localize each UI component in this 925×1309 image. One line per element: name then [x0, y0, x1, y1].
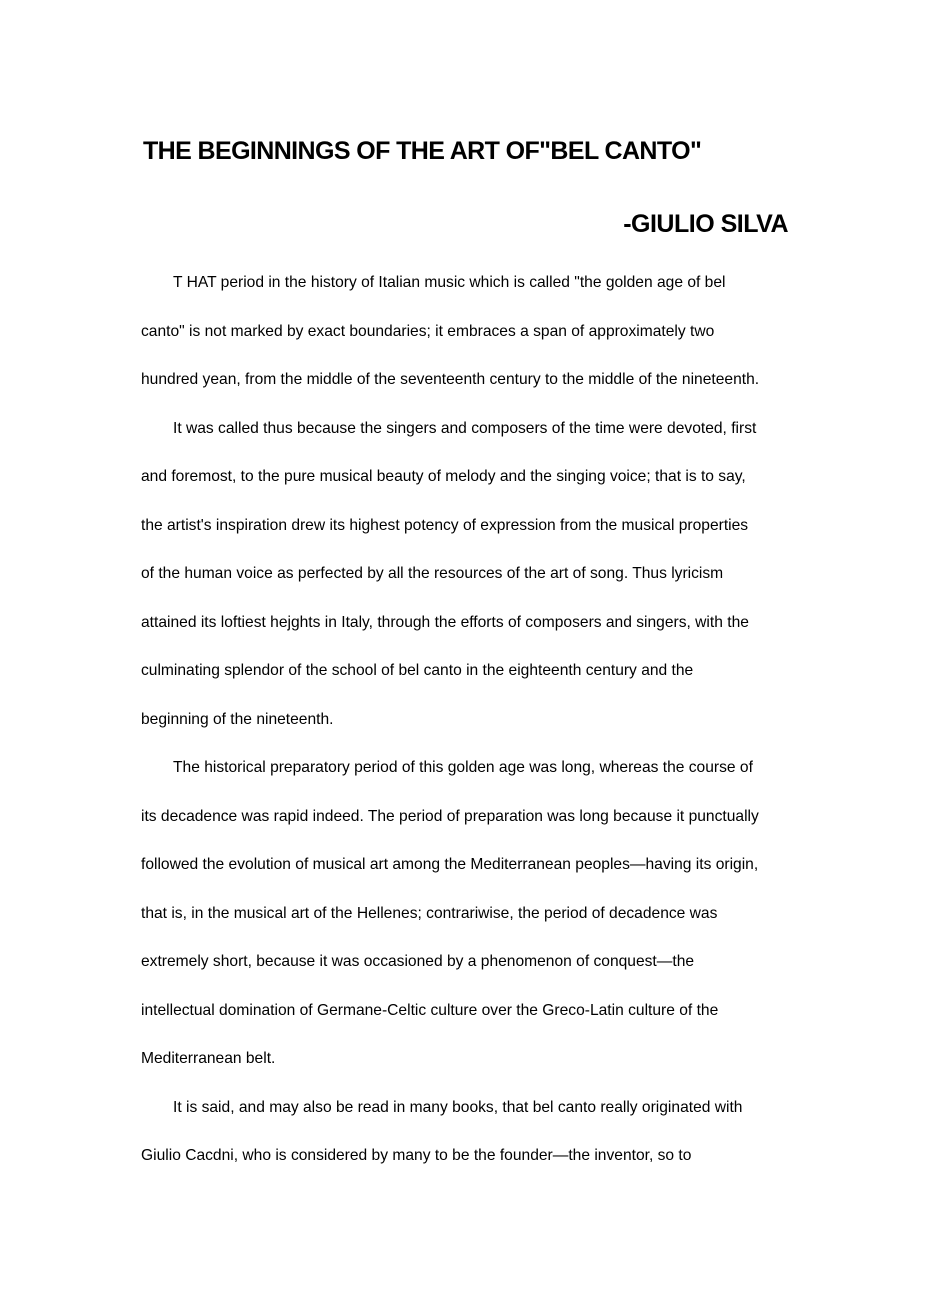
body-line: Mediterranean belt. — [141, 1050, 276, 1067]
body-line: canto" is not marked by exact boundaries; it embraces a span of approximately two — [141, 323, 715, 340]
body-line: that is, in the musical art of the Hellenes; contrariwise, the period of decadence was — [141, 905, 718, 922]
body-line: Giulio Cacdni, who is considered by many to be the founder—the inventor, so to — [141, 1147, 692, 1164]
body-line: extremely short, because it was occasioned by a phenomenon of conquest—the — [141, 953, 695, 970]
body-line: It is said, and may also be read in many books, that bel canto really originated with — [173, 1099, 743, 1116]
page-title: THE BEGINNINGS OF THE ART OF"BEL CANTO" — [143, 137, 702, 165]
author-byline: -GIULIO SILVA — [623, 210, 788, 238]
body-line: beginning of the nineteenth. — [141, 711, 334, 728]
body-line: It was called thus because the singers and composers of the time were devoted, first — [173, 420, 757, 437]
body-line: the artist's inspiration drew its highest potency of expression from the musical properties — [141, 517, 749, 534]
body-line: hundred yean, from the middle of the seventeenth century to the middle of the nineteenth. — [141, 371, 760, 388]
body-line: its decadence was rapid indeed. The period of preparation was long because it punctually — [141, 808, 759, 825]
body-line: T HAT period in the history of Italian music which is called "the golden age of bel — [173, 274, 726, 291]
body-line: followed the evolution of musical art among the Mediterranean peoples—having its origin, — [141, 856, 759, 873]
body-line: The historical preparatory period of this golden age was long, whereas the course of — [173, 759, 753, 776]
body-line: of the human voice as perfected by all the resources of the art of song. Thus lyricism — [141, 565, 724, 582]
body-line: and foremost, to the pure musical beauty of melody and the singing voice; that is to say, — [141, 468, 746, 485]
body-line: attained its loftiest hejghts in Italy, through the efforts of composers and singers, with the — [141, 614, 749, 631]
body-line: culminating splendor of the school of bel canto in the eighteenth century and the — [141, 662, 694, 679]
body-line: intellectual domination of Germane-Celtic culture over the Greco-Latin culture of the — [141, 1002, 719, 1019]
